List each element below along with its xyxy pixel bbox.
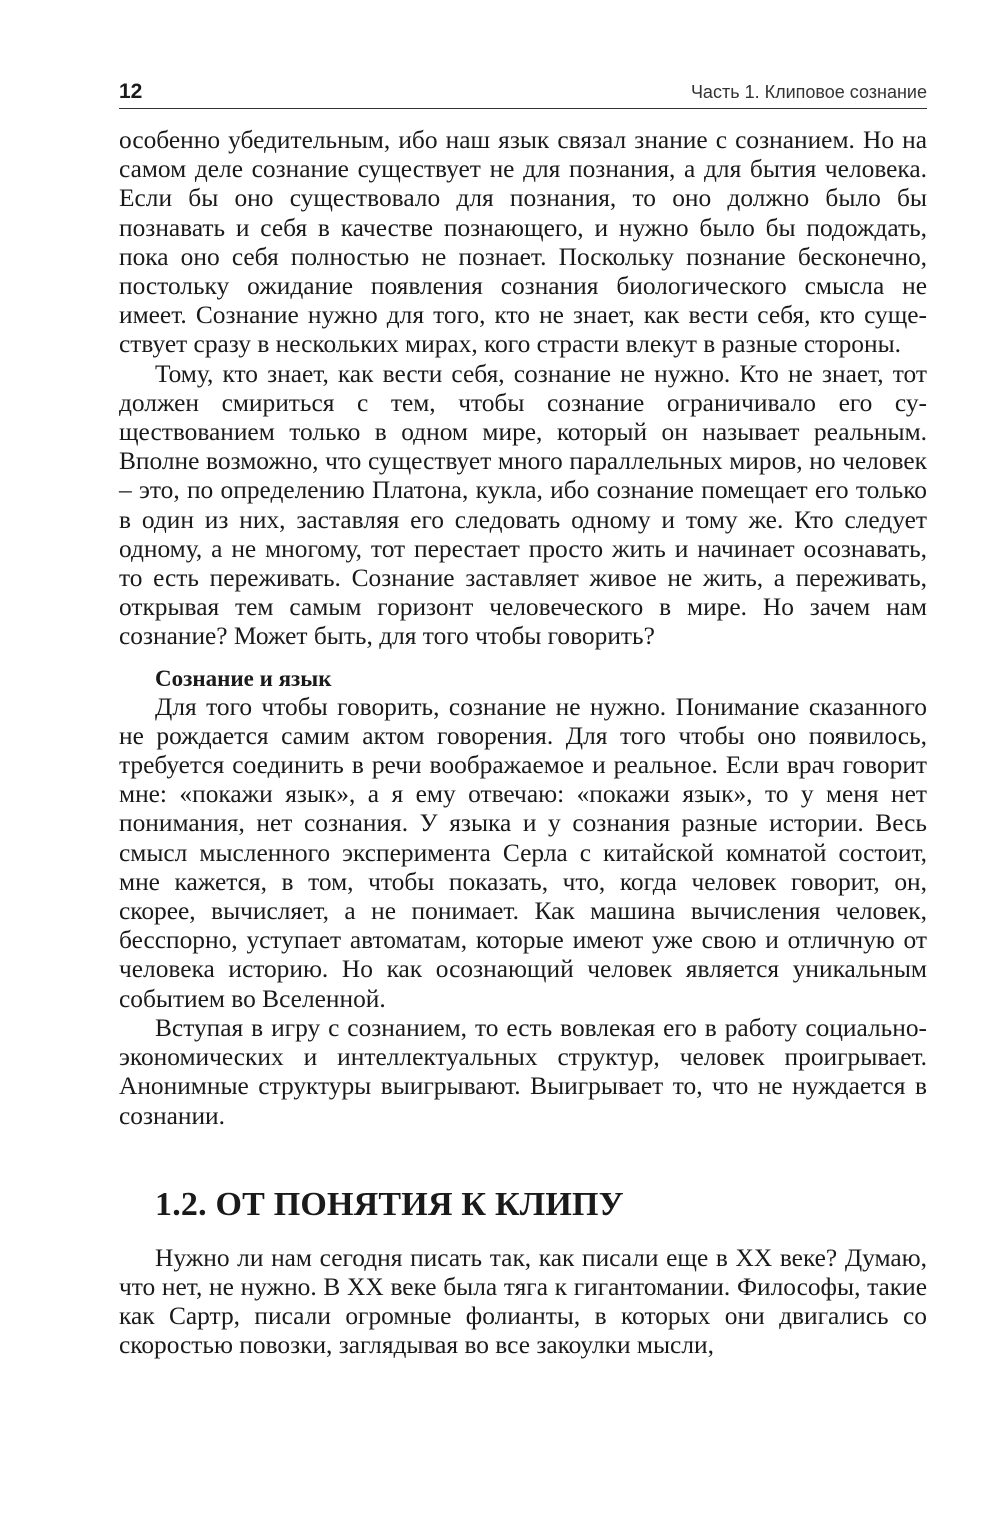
paragraph: Тому, кто знает, как вести себя, сознание не нужно. Кто не знает, тот должен смириться с тем, чтобы сознание ограничивало его существованием только в одном мире, который он называет реальным. Вполне возможно, что существует много параллельных миров, но человек – это, по определению Платона, кукла, ибо сознание помещает его только в один из них, заставляя его следовать одному и тому же. Кто следует одному, а не многому, тот перестает просто жить и начинает осознавать, то есть переживать. Сознание заставляет живое не жить, а переживать, открывая тем самым горизонт человеческого в мире. Но зачем нам сознание? Может быть, для того чтобы говорить? — [119, 359, 927, 651]
section-heading: 1.2. ОТ ПОНЯТИЯ К КЛИПУ — [155, 1185, 624, 1223]
running-head — [119, 80, 927, 109]
paragraph: Для того чтобы говорить, сознание не нужно. Понимание сказанного не рождается самим актом говорения. Для того чтобы оно появилось, требуется соединить в речи воображаемое и реальное. Если врач говорит мне: «покажи язык», а я ему отвечаю: «покажи язык», то у меня нет понимания, нет сознания. У языка и у сознания разные истории. Весь смысл мысленного эксперимента Серла с китайской комнатой состоит, мне кажется, в том, чтобы показать, что, когда человек говорит, он, скорее, вычисляет, а не понимает. Как машина вычисления человек, бесспорно, уступает автоматам, которые имеют уже свою и отличную от человека историю. Но как осознающий человек является уникальным событием во Вселенной. — [119, 692, 927, 1013]
page-number: 12 — [119, 80, 143, 103]
body-text — [119, 126, 927, 1361]
paragraph: Нужно ли нам сегодня писать так, как писали еще в XX веке? Думаю, что нет, не нужно. В XX веке была тяга к гигантомании. Философы, такие как Сартр, писали огромные фолианты, в которых они двигались со скоростью повозки, заглядывая во все закоулки мысли, — [119, 1243, 927, 1360]
book-page — [119, 80, 927, 1361]
subheading: Сознание и язык — [155, 665, 332, 691]
chapter-title: Часть 1. Клиповое сознание — [690, 82, 927, 102]
paragraph: особенно убедительным, ибо наш язык связал знание с сознанием. Но на самом деле сознание существует не для познания, а для бытия человека. Если бы оно существовало для познания, то оно должно было бы познавать и себя в качестве познающего, и нужно было бы подождать, пока оно себя полностью не познает. Поскольку познание бесконечно, постольку ожидание появления сознания биологического смысла не имеет. Сознание нужно для того, кто не знает, как вести себя, кто существует сразу в нескольких мирах, кого страсти влекут в разные стороны. — [119, 126, 927, 359]
paragraph: Вступая в игру с сознанием, то есть вовлекая его в работу социально-экономических и интеллектуальных структур, человек проигрывает. Анонимные структуры выигрывают. Выигрывает то, что не нуждается в сознании. — [119, 1013, 927, 1130]
